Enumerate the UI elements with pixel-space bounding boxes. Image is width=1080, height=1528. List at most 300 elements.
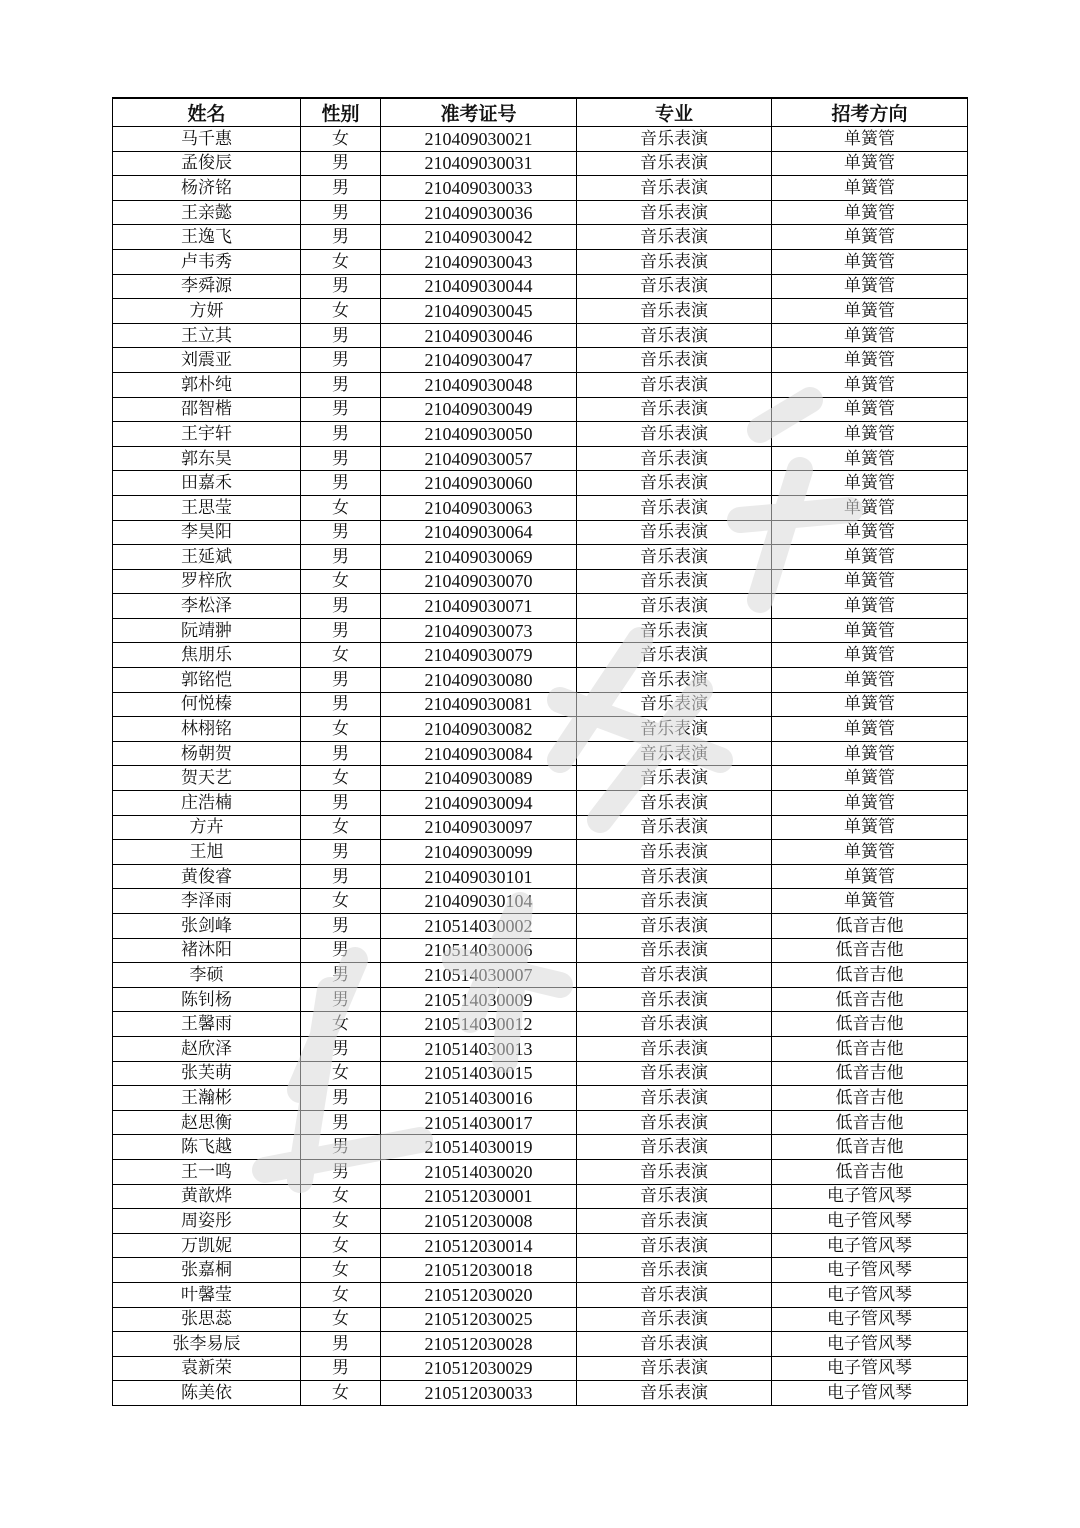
table-row xyxy=(113,741,968,766)
cell-gender: 男 xyxy=(301,200,381,225)
cell-exam-number: 210512030001 xyxy=(381,1184,577,1209)
cell-direction: 单簧管 xyxy=(772,692,968,717)
cell-exam-number: 210409030050 xyxy=(381,422,577,447)
cell-gender: 男 xyxy=(301,864,381,889)
cell-major: 音乐表演 xyxy=(577,1332,772,1357)
cell-name: 田嘉禾 xyxy=(113,471,301,496)
cell-gender: 男 xyxy=(301,963,381,988)
cell-name: 马千惠 xyxy=(113,127,301,152)
cell-exam-number: 210409030073 xyxy=(381,618,577,643)
header-gender: 性别 xyxy=(301,98,381,127)
cell-name: 王立其 xyxy=(113,323,301,348)
cell-name: 杨朝贺 xyxy=(113,741,301,766)
table-row xyxy=(113,569,968,594)
cell-exam-number: 210409030031 xyxy=(381,151,577,176)
table-row xyxy=(113,397,968,422)
cell-name: 陈钊杨 xyxy=(113,987,301,1012)
cell-gender: 女 xyxy=(301,569,381,594)
cell-direction: 电子管风琴 xyxy=(772,1233,968,1258)
cell-gender: 女 xyxy=(301,717,381,742)
table-row xyxy=(113,1184,968,1209)
cell-major: 音乐表演 xyxy=(577,766,772,791)
cell-gender: 女 xyxy=(301,1061,381,1086)
cell-exam-number: 210512030029 xyxy=(381,1356,577,1381)
cell-name: 袁新荣 xyxy=(113,1356,301,1381)
cell-gender: 女 xyxy=(301,1012,381,1037)
cell-exam-number: 210409030063 xyxy=(381,495,577,520)
cell-direction: 电子管风琴 xyxy=(772,1184,968,1209)
table-row xyxy=(113,446,968,471)
cell-exam-number: 210512030014 xyxy=(381,1233,577,1258)
cell-direction: 电子管风琴 xyxy=(772,1307,968,1332)
table-row xyxy=(113,1036,968,1061)
cell-direction: 单簧管 xyxy=(772,200,968,225)
table-row xyxy=(113,249,968,274)
cell-gender: 女 xyxy=(301,1258,381,1283)
cell-exam-number: 210514030012 xyxy=(381,1012,577,1037)
cell-major: 音乐表演 xyxy=(577,422,772,447)
cell-major: 音乐表演 xyxy=(577,348,772,373)
table-row xyxy=(113,766,968,791)
table-row xyxy=(113,274,968,299)
cell-exam-number: 210512030018 xyxy=(381,1258,577,1283)
cell-exam-number: 210514030019 xyxy=(381,1135,577,1160)
cell-name: 叶馨莹 xyxy=(113,1282,301,1307)
table-row xyxy=(113,692,968,717)
table-row xyxy=(113,791,968,816)
cell-major: 音乐表演 xyxy=(577,545,772,570)
cell-exam-number: 210409030049 xyxy=(381,397,577,422)
cell-major: 音乐表演 xyxy=(577,643,772,668)
cell-exam-number: 210512030028 xyxy=(381,1332,577,1357)
cell-name: 贺天艺 xyxy=(113,766,301,791)
table-row xyxy=(113,963,968,988)
cell-major: 音乐表演 xyxy=(577,987,772,1012)
cell-direction: 单簧管 xyxy=(772,225,968,250)
cell-gender: 女 xyxy=(301,1307,381,1332)
cell-major: 音乐表演 xyxy=(577,323,772,348)
cell-gender: 男 xyxy=(301,1036,381,1061)
cell-gender: 女 xyxy=(301,249,381,274)
cell-major: 音乐表演 xyxy=(577,200,772,225)
cell-gender: 男 xyxy=(301,987,381,1012)
cell-major: 音乐表演 xyxy=(577,791,772,816)
cell-major: 音乐表演 xyxy=(577,815,772,840)
cell-direction: 低音吉他 xyxy=(772,1036,968,1061)
cell-major: 音乐表演 xyxy=(577,1381,772,1406)
table-row xyxy=(113,643,968,668)
cell-exam-number: 210409030043 xyxy=(381,249,577,274)
table-row xyxy=(113,348,968,373)
table-row xyxy=(113,422,968,447)
cell-exam-number: 210512030020 xyxy=(381,1282,577,1307)
cell-name: 庄浩楠 xyxy=(113,791,301,816)
cell-major: 音乐表演 xyxy=(577,741,772,766)
table-row xyxy=(113,200,968,225)
cell-major: 音乐表演 xyxy=(577,1258,772,1283)
cell-direction: 单簧管 xyxy=(772,889,968,914)
cell-direction: 单簧管 xyxy=(772,520,968,545)
cell-exam-number: 210409030042 xyxy=(381,225,577,250)
cell-gender: 男 xyxy=(301,471,381,496)
cell-name: 林栩铭 xyxy=(113,717,301,742)
table-row xyxy=(113,1012,968,1037)
cell-name: 郭东昊 xyxy=(113,446,301,471)
table-row xyxy=(113,1282,968,1307)
cell-name: 张嘉桐 xyxy=(113,1258,301,1283)
cell-gender: 男 xyxy=(301,1086,381,1111)
table-row xyxy=(113,1086,968,1111)
cell-direction: 低音吉他 xyxy=(772,914,968,939)
table-body xyxy=(113,127,968,1406)
cell-name: 黄歆烨 xyxy=(113,1184,301,1209)
cell-gender: 女 xyxy=(301,889,381,914)
table-row xyxy=(113,1307,968,1332)
cell-gender: 男 xyxy=(301,1159,381,1184)
cell-major: 音乐表演 xyxy=(577,127,772,152)
cell-name: 李昊阳 xyxy=(113,520,301,545)
cell-direction: 单簧管 xyxy=(772,397,968,422)
cell-name: 周姿彤 xyxy=(113,1209,301,1234)
cell-major: 音乐表演 xyxy=(577,397,772,422)
cell-name: 阮靖翀 xyxy=(113,618,301,643)
cell-direction: 单簧管 xyxy=(772,741,968,766)
cell-gender: 女 xyxy=(301,1381,381,1406)
cell-direction: 低音吉他 xyxy=(772,1061,968,1086)
cell-exam-number: 210409030069 xyxy=(381,545,577,570)
cell-exam-number: 210409030046 xyxy=(381,323,577,348)
cell-direction: 单簧管 xyxy=(772,545,968,570)
cell-major: 音乐表演 xyxy=(577,249,772,274)
cell-direction: 单簧管 xyxy=(772,176,968,201)
cell-exam-number: 210409030060 xyxy=(381,471,577,496)
table-row xyxy=(113,717,968,742)
cell-gender: 男 xyxy=(301,840,381,865)
cell-exam-number: 210514030017 xyxy=(381,1110,577,1135)
table-row xyxy=(113,176,968,201)
header-major: 专业 xyxy=(577,98,772,127)
cell-gender: 男 xyxy=(301,372,381,397)
cell-exam-number: 210514030007 xyxy=(381,963,577,988)
cell-gender: 男 xyxy=(301,176,381,201)
cell-direction: 低音吉他 xyxy=(772,987,968,1012)
cell-name: 万凯妮 xyxy=(113,1233,301,1258)
cell-exam-number: 210409030082 xyxy=(381,717,577,742)
cell-major: 音乐表演 xyxy=(577,963,772,988)
cell-major: 音乐表演 xyxy=(577,1356,772,1381)
table-row xyxy=(113,594,968,619)
cell-major: 音乐表演 xyxy=(577,864,772,889)
cell-gender: 男 xyxy=(301,151,381,176)
table-row xyxy=(113,987,968,1012)
table-row xyxy=(113,323,968,348)
cell-gender: 男 xyxy=(301,422,381,447)
cell-direction: 低音吉他 xyxy=(772,938,968,963)
cell-direction: 单簧管 xyxy=(772,495,968,520)
cell-major: 音乐表演 xyxy=(577,299,772,324)
cell-direction: 单簧管 xyxy=(772,643,968,668)
cell-exam-number: 210409030089 xyxy=(381,766,577,791)
cell-exam-number: 210512030008 xyxy=(381,1209,577,1234)
cell-direction: 低音吉他 xyxy=(772,1086,968,1111)
cell-exam-number: 210409030021 xyxy=(381,127,577,152)
cell-name: 黄俊睿 xyxy=(113,864,301,889)
cell-gender: 女 xyxy=(301,299,381,324)
cell-direction: 电子管风琴 xyxy=(772,1282,968,1307)
cell-gender: 男 xyxy=(301,1356,381,1381)
table-row xyxy=(113,668,968,693)
cell-name: 卢韦秀 xyxy=(113,249,301,274)
cell-exam-number: 210512030025 xyxy=(381,1307,577,1332)
cell-name: 王逸飞 xyxy=(113,225,301,250)
cell-exam-number: 210409030080 xyxy=(381,668,577,693)
cell-major: 音乐表演 xyxy=(577,520,772,545)
cell-major: 音乐表演 xyxy=(577,471,772,496)
header-exam-number: 准考证号 xyxy=(381,98,577,127)
table-row xyxy=(113,1135,968,1160)
cell-exam-number: 210409030084 xyxy=(381,741,577,766)
cell-name: 郭朴纯 xyxy=(113,372,301,397)
cell-direction: 单簧管 xyxy=(772,372,968,397)
cell-gender: 男 xyxy=(301,446,381,471)
cell-exam-number: 210514030015 xyxy=(381,1061,577,1086)
cell-gender: 男 xyxy=(301,520,381,545)
cell-name: 方妍 xyxy=(113,299,301,324)
cell-major: 音乐表演 xyxy=(577,225,772,250)
cell-direction: 电子管风琴 xyxy=(772,1209,968,1234)
cell-major: 音乐表演 xyxy=(577,840,772,865)
cell-direction: 低音吉他 xyxy=(772,1012,968,1037)
cell-direction: 单簧管 xyxy=(772,446,968,471)
table-row xyxy=(113,372,968,397)
cell-direction: 单簧管 xyxy=(772,249,968,274)
table-row xyxy=(113,545,968,570)
cell-direction: 单簧管 xyxy=(772,274,968,299)
cell-name: 焦朋乐 xyxy=(113,643,301,668)
cell-name: 杨济铭 xyxy=(113,176,301,201)
cell-name: 张思蕊 xyxy=(113,1307,301,1332)
table-row xyxy=(113,914,968,939)
cell-exam-number: 210409030057 xyxy=(381,446,577,471)
cell-major: 音乐表演 xyxy=(577,594,772,619)
table-row xyxy=(113,1209,968,1234)
cell-direction: 单簧管 xyxy=(772,594,968,619)
cell-gender: 女 xyxy=(301,1233,381,1258)
cell-name: 张李易辰 xyxy=(113,1332,301,1357)
cell-major: 音乐表演 xyxy=(577,1012,772,1037)
header-name: 姓名 xyxy=(113,98,301,127)
cell-name: 王延斌 xyxy=(113,545,301,570)
table-row xyxy=(113,840,968,865)
cell-direction: 电子管风琴 xyxy=(772,1356,968,1381)
cell-direction: 电子管风琴 xyxy=(772,1258,968,1283)
table-row xyxy=(113,1258,968,1283)
header-direction: 招考方向 xyxy=(772,98,968,127)
cell-name: 王亲懿 xyxy=(113,200,301,225)
cell-direction: 电子管风琴 xyxy=(772,1332,968,1357)
table-row xyxy=(113,495,968,520)
cell-name: 李泽雨 xyxy=(113,889,301,914)
cell-major: 音乐表演 xyxy=(577,1036,772,1061)
cell-major: 音乐表演 xyxy=(577,151,772,176)
cell-gender: 男 xyxy=(301,668,381,693)
admission-table xyxy=(112,97,968,1406)
cell-gender: 男 xyxy=(301,791,381,816)
cell-exam-number: 210409030081 xyxy=(381,692,577,717)
cell-major: 音乐表演 xyxy=(577,1233,772,1258)
cell-direction: 电子管风琴 xyxy=(772,1381,968,1406)
cell-major: 音乐表演 xyxy=(577,1110,772,1135)
cell-name: 孟俊辰 xyxy=(113,151,301,176)
cell-name: 陈飞越 xyxy=(113,1135,301,1160)
cell-major: 音乐表演 xyxy=(577,938,772,963)
table-row xyxy=(113,618,968,643)
cell-direction: 单簧管 xyxy=(772,127,968,152)
cell-major: 音乐表演 xyxy=(577,1184,772,1209)
cell-major: 音乐表演 xyxy=(577,1209,772,1234)
table-row xyxy=(113,938,968,963)
cell-gender: 女 xyxy=(301,643,381,668)
cell-exam-number: 210409030099 xyxy=(381,840,577,865)
cell-major: 音乐表演 xyxy=(577,1086,772,1111)
cell-name: 褚沐阳 xyxy=(113,938,301,963)
cell-gender: 男 xyxy=(301,323,381,348)
table-row xyxy=(113,225,968,250)
cell-gender: 女 xyxy=(301,127,381,152)
cell-gender: 女 xyxy=(301,495,381,520)
cell-major: 音乐表演 xyxy=(577,889,772,914)
cell-name: 张芙萌 xyxy=(113,1061,301,1086)
cell-gender: 男 xyxy=(301,938,381,963)
cell-exam-number: 210409030101 xyxy=(381,864,577,889)
table-row xyxy=(113,299,968,324)
header-row xyxy=(113,98,968,127)
cell-major: 音乐表演 xyxy=(577,1061,772,1086)
cell-name: 王旭 xyxy=(113,840,301,865)
cell-name: 王思莹 xyxy=(113,495,301,520)
cell-major: 音乐表演 xyxy=(577,668,772,693)
cell-exam-number: 210409030047 xyxy=(381,348,577,373)
cell-major: 音乐表演 xyxy=(577,1307,772,1332)
cell-major: 音乐表演 xyxy=(577,446,772,471)
cell-exam-number: 210409030079 xyxy=(381,643,577,668)
cell-gender: 女 xyxy=(301,1184,381,1209)
table-row xyxy=(113,1332,968,1357)
cell-name: 陈美依 xyxy=(113,1381,301,1406)
cell-major: 音乐表演 xyxy=(577,495,772,520)
cell-gender: 女 xyxy=(301,1282,381,1307)
cell-exam-number: 210409030048 xyxy=(381,372,577,397)
cell-major: 音乐表演 xyxy=(577,717,772,742)
cell-name: 王馨雨 xyxy=(113,1012,301,1037)
cell-exam-number: 210409030097 xyxy=(381,815,577,840)
table-row xyxy=(113,520,968,545)
cell-direction: 单簧管 xyxy=(772,422,968,447)
cell-direction: 单簧管 xyxy=(772,299,968,324)
table-row xyxy=(113,127,968,152)
cell-direction: 单簧管 xyxy=(772,791,968,816)
cell-gender: 男 xyxy=(301,1110,381,1135)
cell-gender: 男 xyxy=(301,225,381,250)
cell-major: 音乐表演 xyxy=(577,1282,772,1307)
cell-direction: 单簧管 xyxy=(772,323,968,348)
cell-exam-number: 210409030044 xyxy=(381,274,577,299)
cell-exam-number: 210514030009 xyxy=(381,987,577,1012)
cell-name: 何悦榛 xyxy=(113,692,301,717)
table-row xyxy=(113,1233,968,1258)
cell-name: 赵欣泽 xyxy=(113,1036,301,1061)
cell-gender: 女 xyxy=(301,815,381,840)
cell-exam-number: 210409030045 xyxy=(381,299,577,324)
cell-gender: 男 xyxy=(301,348,381,373)
cell-exam-number: 210409030036 xyxy=(381,200,577,225)
cell-exam-number: 210514030020 xyxy=(381,1159,577,1184)
cell-gender: 男 xyxy=(301,741,381,766)
cell-gender: 男 xyxy=(301,692,381,717)
table-row xyxy=(113,815,968,840)
cell-exam-number: 210512030033 xyxy=(381,1381,577,1406)
cell-direction: 单簧管 xyxy=(772,840,968,865)
cell-gender: 男 xyxy=(301,1135,381,1160)
cell-exam-number: 210409030033 xyxy=(381,176,577,201)
cell-direction: 单簧管 xyxy=(772,471,968,496)
cell-major: 音乐表演 xyxy=(577,618,772,643)
cell-gender: 男 xyxy=(301,914,381,939)
table-row xyxy=(113,864,968,889)
cell-gender: 女 xyxy=(301,766,381,791)
cell-direction: 单簧管 xyxy=(772,569,968,594)
table-row xyxy=(113,1110,968,1135)
cell-gender: 男 xyxy=(301,618,381,643)
cell-major: 音乐表演 xyxy=(577,1159,772,1184)
cell-name: 王宇轩 xyxy=(113,422,301,447)
cell-name: 罗梓欣 xyxy=(113,569,301,594)
cell-name: 郭铭恺 xyxy=(113,668,301,693)
cell-name: 刘震亚 xyxy=(113,348,301,373)
cell-name: 李舜源 xyxy=(113,274,301,299)
cell-exam-number: 210514030013 xyxy=(381,1036,577,1061)
cell-direction: 单簧管 xyxy=(772,766,968,791)
cell-major: 音乐表演 xyxy=(577,914,772,939)
cell-exam-number: 210409030104 xyxy=(381,889,577,914)
cell-exam-number: 210409030094 xyxy=(381,791,577,816)
cell-gender: 男 xyxy=(301,545,381,570)
cell-direction: 单簧管 xyxy=(772,151,968,176)
cell-direction: 单簧管 xyxy=(772,717,968,742)
cell-name: 李硕 xyxy=(113,963,301,988)
cell-name: 王一鸣 xyxy=(113,1159,301,1184)
cell-direction: 单簧管 xyxy=(772,864,968,889)
cell-gender: 男 xyxy=(301,397,381,422)
cell-exam-number: 210409030071 xyxy=(381,594,577,619)
roster-sheet xyxy=(112,97,967,1406)
table-row xyxy=(113,151,968,176)
cell-major: 音乐表演 xyxy=(577,1135,772,1160)
cell-direction: 单簧管 xyxy=(772,815,968,840)
cell-direction: 单簧管 xyxy=(772,668,968,693)
cell-gender: 男 xyxy=(301,1332,381,1357)
cell-name: 王瀚彬 xyxy=(113,1086,301,1111)
cell-gender: 女 xyxy=(301,1209,381,1234)
table-header xyxy=(113,98,968,127)
cell-exam-number: 210514030016 xyxy=(381,1086,577,1111)
cell-name: 方卉 xyxy=(113,815,301,840)
cell-direction: 单簧管 xyxy=(772,618,968,643)
cell-exam-number: 210409030070 xyxy=(381,569,577,594)
table-row xyxy=(113,1061,968,1086)
cell-exam-number: 210514030002 xyxy=(381,914,577,939)
table-row xyxy=(113,1356,968,1381)
